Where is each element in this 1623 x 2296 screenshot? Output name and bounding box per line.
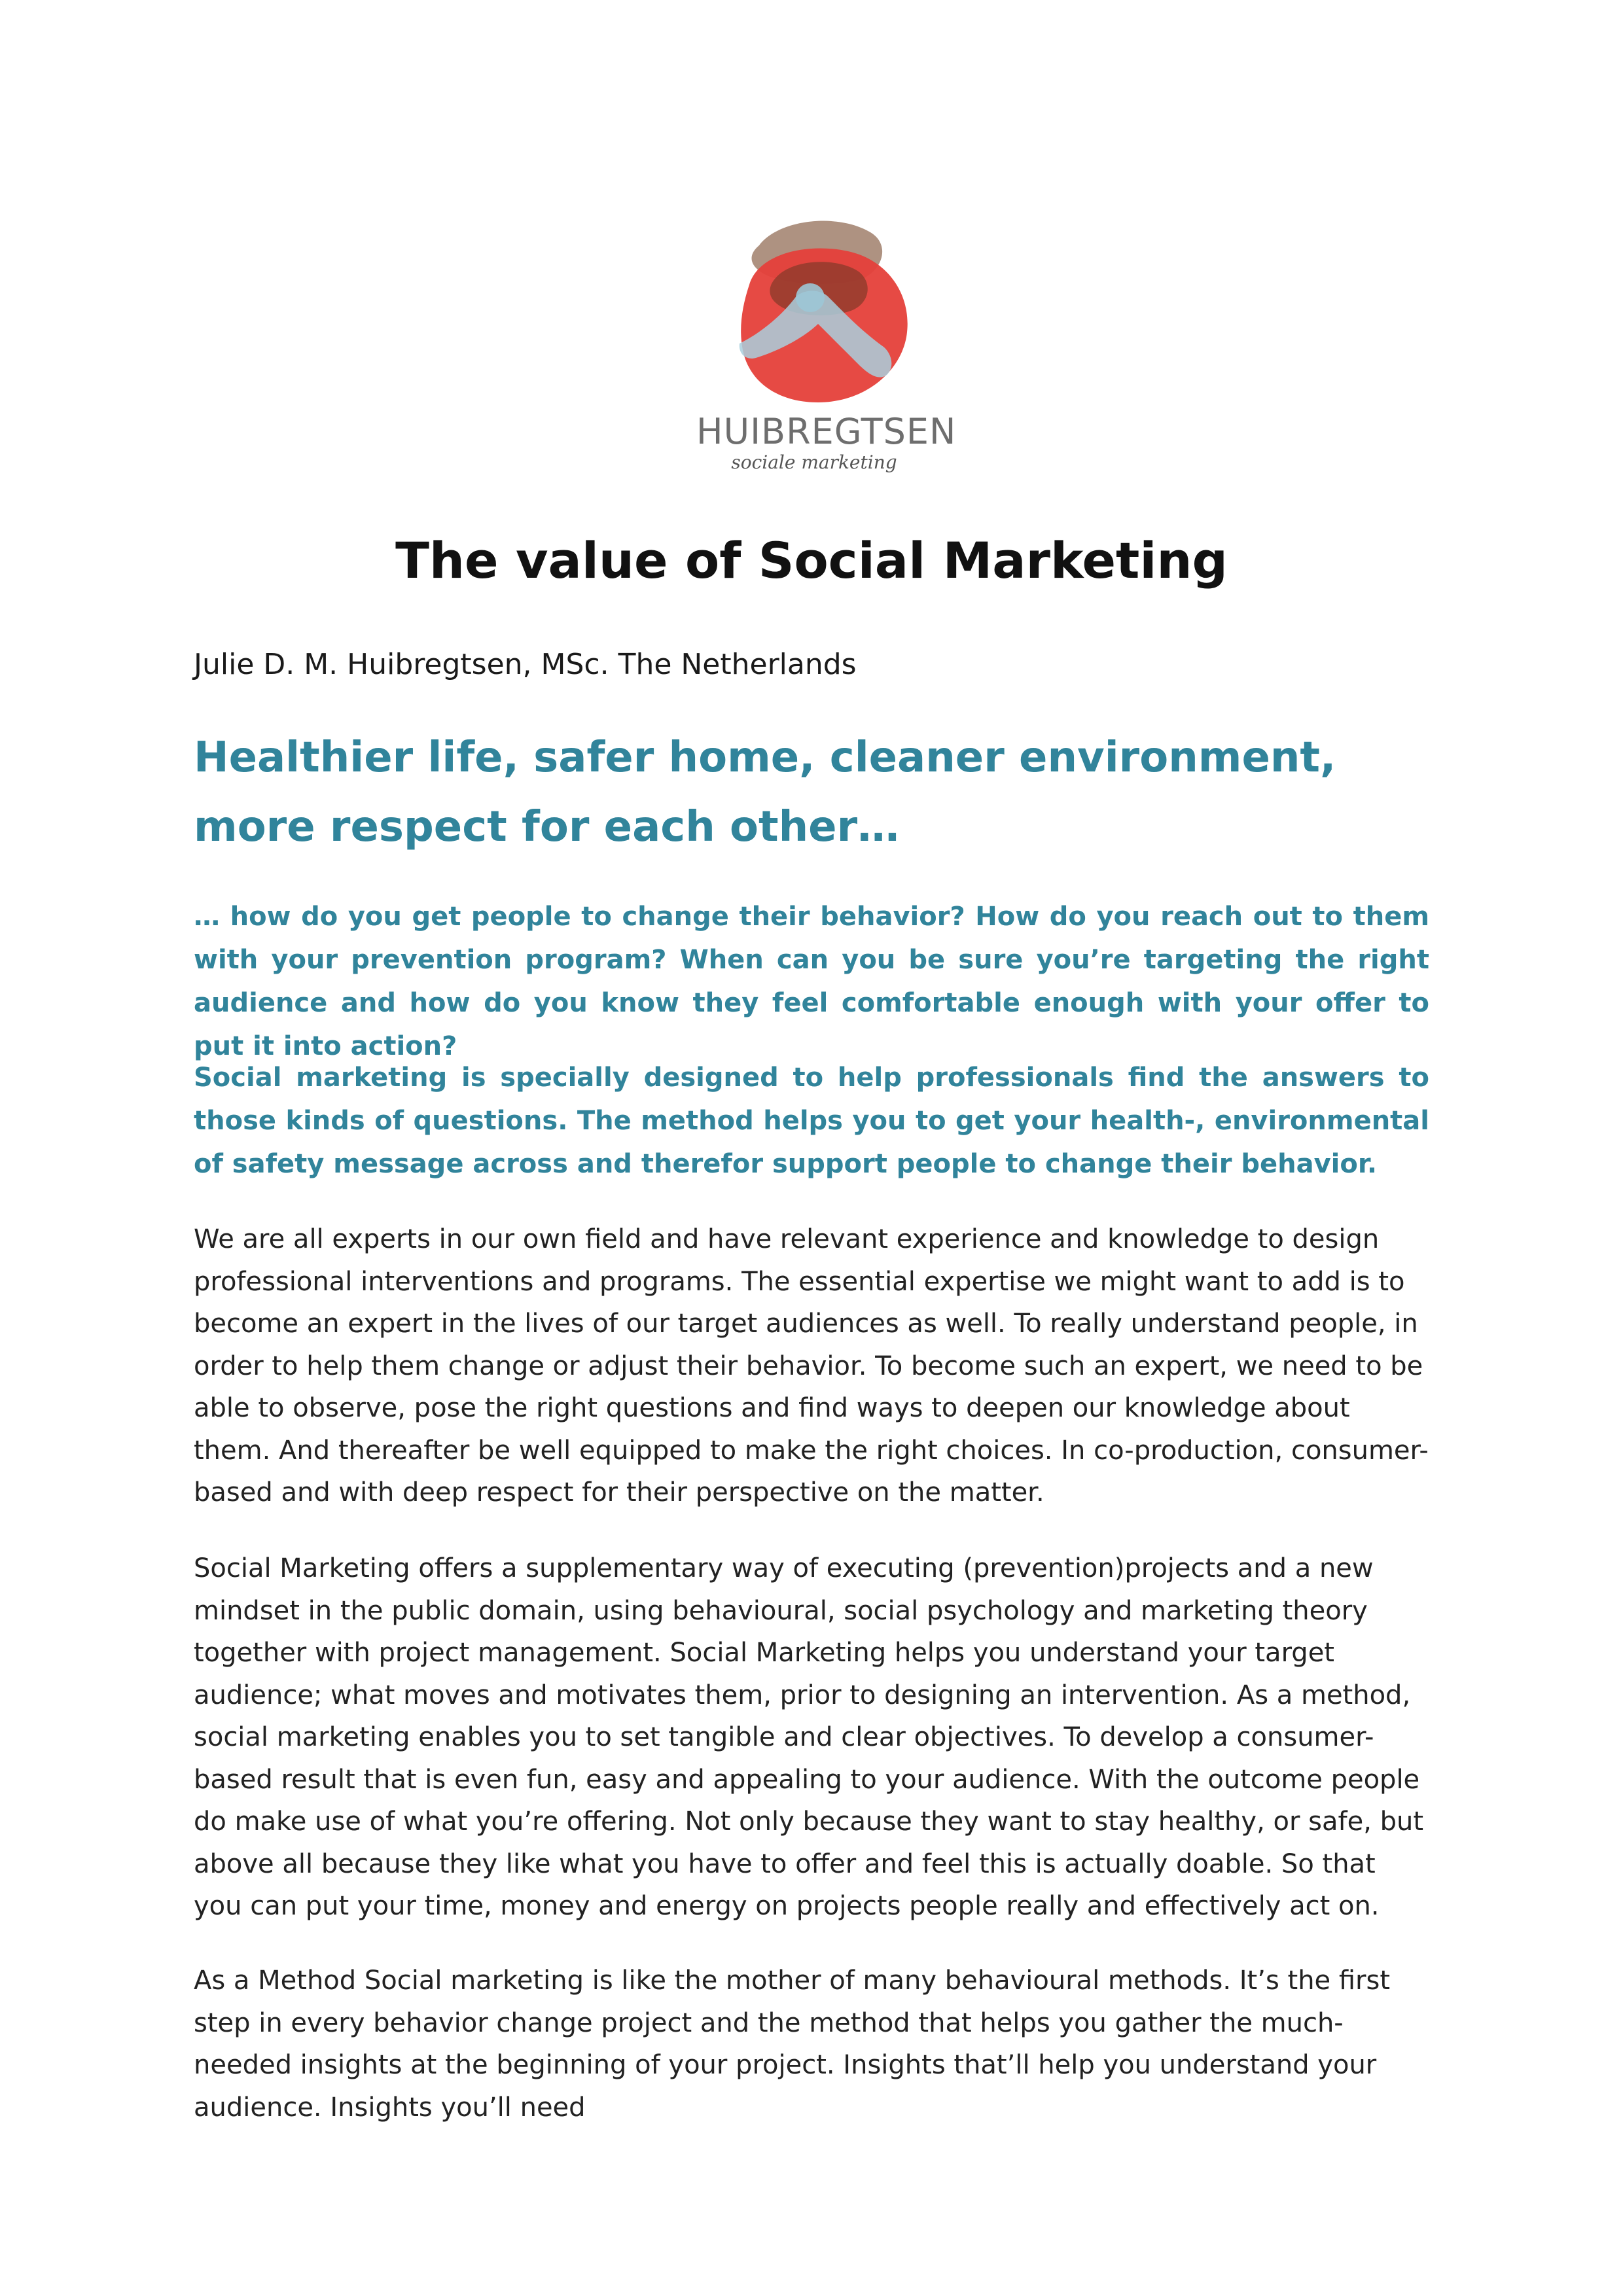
headline: Healthier life, safer home, cleaner environment, more respect for each other… <box>194 733 1336 851</box>
lead-paragraph: … how do you get people to change their behavior? How do you reach out to them with your prevention program? When can you be sure you’re targeting the right audience and how do you know they feel comfortable enough with your offer to put it into action? <box>194 902 1429 1061</box>
body-paragraph: We are all experts in our own field and have relevant experience and knowledge to design professional interventions and programs. The essential expertise we might want to add is to become an expert in the lives of our target audiences as well. To really understand people, in order to help them change or adjust their behavior. To become such an expert, we need to be able to observe, pose the right questions and find ways to deepen our knowledge about them. And thereafter be well equipped to make the right choices. In co-production, consumer-based and with deep respect for their perspective on the matter. <box>194 1224 1429 1508</box>
author-line: Julie D. M. Huibregtsen, MSc. The Netherlands <box>194 648 857 681</box>
lead-paragraph: Social marketing is specially designed to help professionals find the answers to those kinds of questions. The method helps you to get your health-, environmental of safety message across and therefor support people to change their behavior. <box>194 1063 1429 1179</box>
logo-mark-icon <box>687 206 936 415</box>
body-paragraph: As a Method Social marketing is like the mother of many behavioural methods. It’s the first step in every behavior change project and the method that helps you gather the much-needed insights at the beginning of your project. Insights that’ll help you understand your audience. Insights you’ll need <box>194 1966 1391 2123</box>
logo-tagline: sociale marketing <box>731 451 897 473</box>
body-paragraph: Social Marketing offers a supplementary way of executing (prevention)projects and a new mindset in the public domain, using behavioural, social psychology and marketing theory together with project management. Social Marketing helps you understand your target audience; what moves and motivates them, prior to designing an intervention. As a method, social marketing enables you to set tangible and clear objectives. To develop a consumer-based result that is even fun, easy and appealing to your audience. With the outcome people do make use of what you’re offering. Not only because they want to stay healthy, or safe, but above all because they like what you have to offer and feel this is actually doable. So that you can put your time, money and energy on projects people really and effectively act on. <box>194 1553 1424 1921</box>
logo-wordmark: HUIBREGTSEN <box>696 411 957 452</box>
document-title: The value of Social Marketing <box>395 531 1228 590</box>
